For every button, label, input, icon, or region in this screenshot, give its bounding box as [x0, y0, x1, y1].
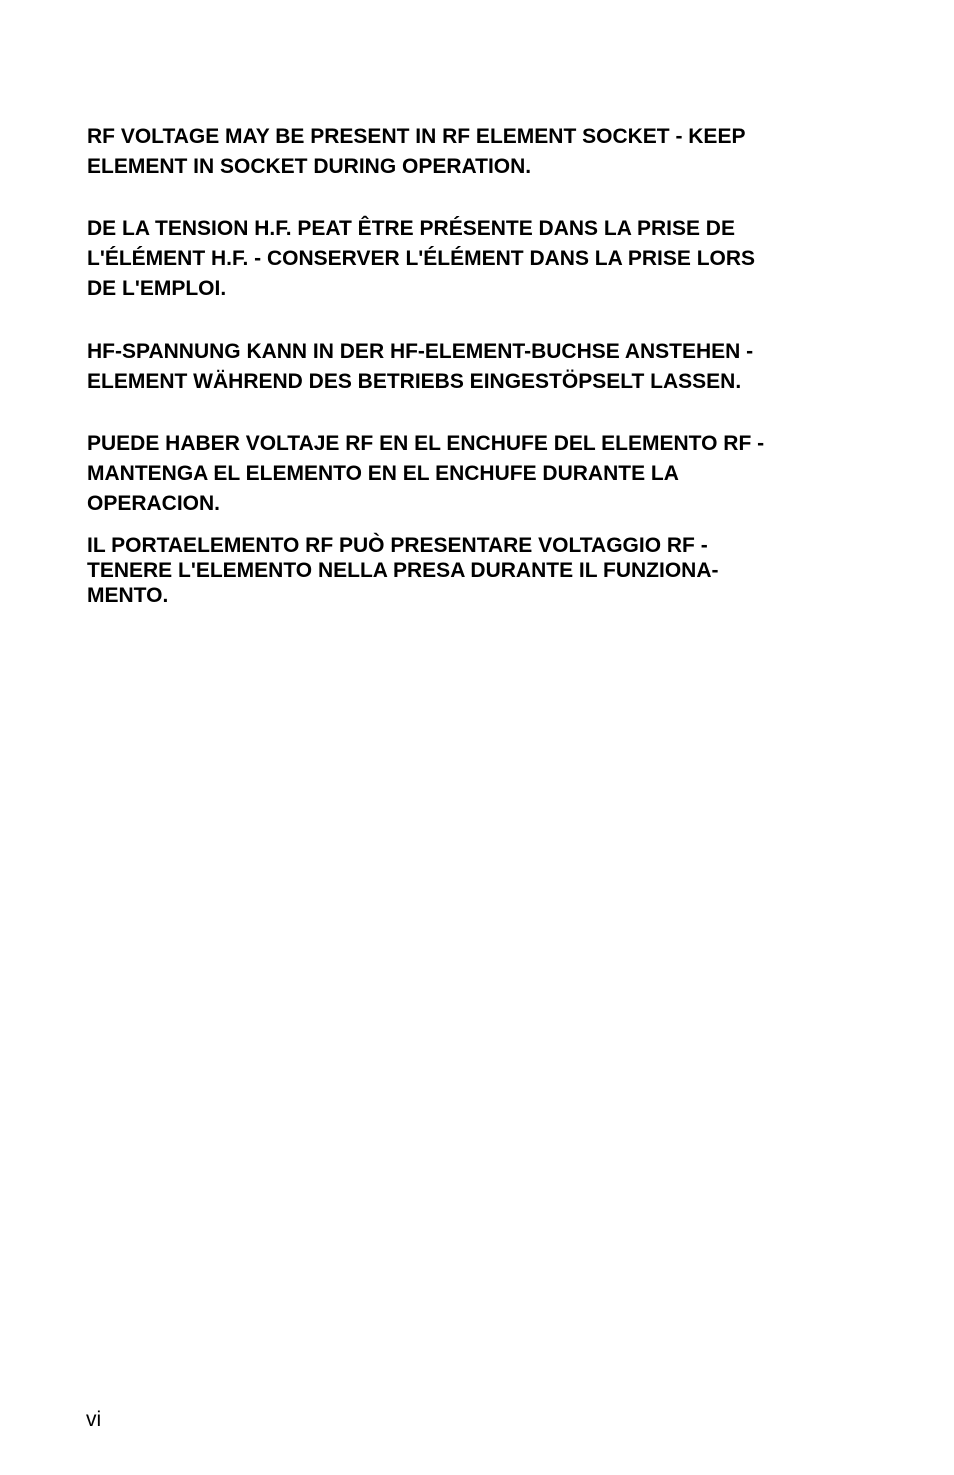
warning-english	[87, 122, 877, 182]
warning-spanish	[87, 429, 877, 519]
warning-line: PUEDE HABER VOLTAJE RF EN EL ENCHUFE DEL ELEMENTO RF -	[87, 432, 765, 455]
warning-line: DE L'EMPLOI.	[87, 277, 227, 300]
warning-line: OPERACION.	[87, 492, 221, 515]
warning-line: L'ÉLÉMENT H.F. - CONSERVER L'ÉLÉMENT DANS LA PRISE LORS	[87, 247, 756, 270]
warning-italian	[87, 533, 877, 608]
warning-line: MANTENGA EL ELEMENTO EN EL ENCHUFE DURANTE LA	[87, 462, 679, 485]
warning-line: MENTO.	[87, 584, 169, 607]
warning-line: IL PORTAELEMENTO RF PUÒ PRESENTARE VOLTAGGIO RF -	[87, 534, 708, 557]
warning-line: HF-SPANNUNG KANN IN DER HF-ELEMENT-BUCHSE ANSTEHEN -	[87, 340, 754, 363]
warning-line: TENERE L'ELEMENTO NELLA PRESA DURANTE IL FUNZIONA-	[87, 559, 719, 582]
warning-line: DE LA TENSION H.F. PEAT ÊTRE PRÉSENTE DANS LA PRISE DE	[87, 217, 735, 240]
warning-french	[87, 214, 877, 304]
warning-line: ELEMENT WÄHREND DES BETRIEBS EINGESTÖPSELT LASSEN.	[87, 370, 742, 393]
warning-german	[87, 337, 877, 397]
page-number: vi	[86, 1408, 102, 1431]
warning-block	[87, 122, 877, 608]
warning-line: ELEMENT IN SOCKET DURING OPERATION.	[87, 155, 532, 178]
warning-line: RF VOLTAGE MAY BE PRESENT IN RF ELEMENT SOCKET - KEEP	[87, 125, 746, 148]
